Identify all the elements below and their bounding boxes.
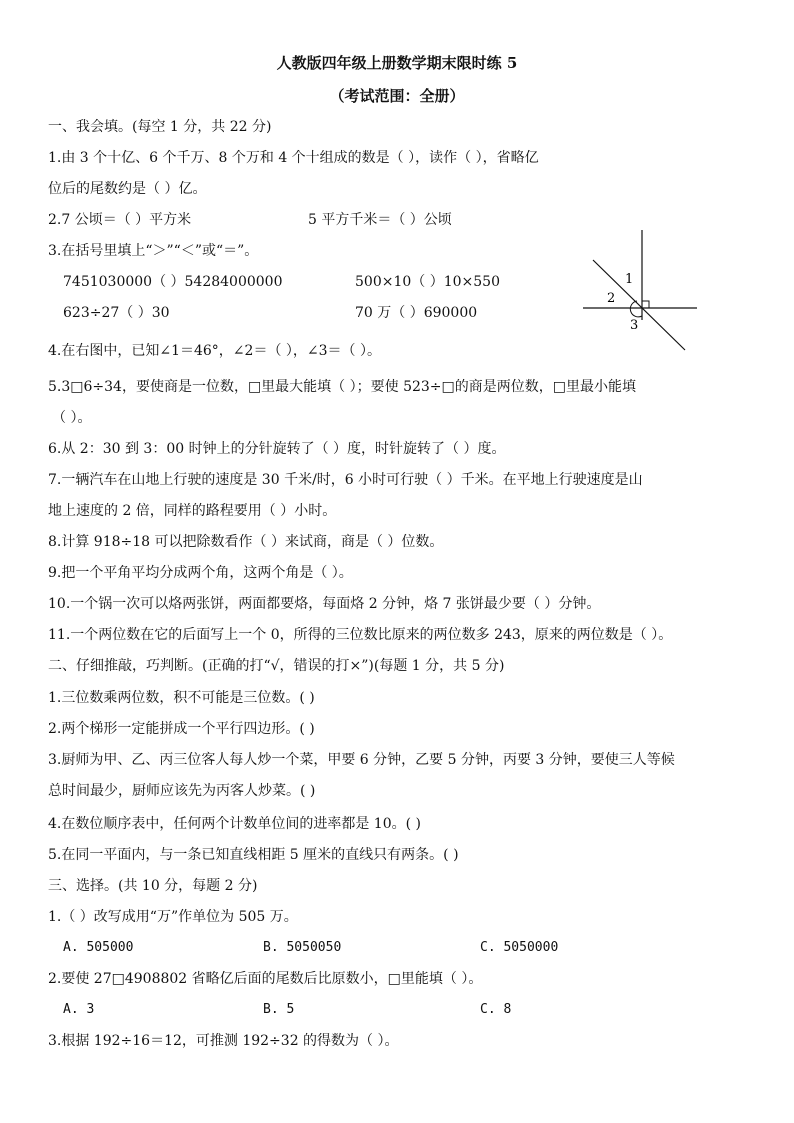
question-3-2: 2.要使 27□4908802 省略亿后面的尾数后比原数小，□里能填（ ）。 bbox=[48, 971, 483, 987]
question-1-7-line2: 地上速度的 2 倍，同样的路程要用（ ）小时。 bbox=[48, 503, 337, 519]
question-1-11: 11.一个两位数在它的后面写上一个 0，所得的三位数比原来的两位数多 243，原来的两位数是（ ）。 bbox=[48, 627, 673, 643]
question-1-2b: 5 平方千米＝（ ）公顷 bbox=[308, 212, 452, 228]
question-2-5: 5.在同一平面内，与一条已知直线相距 5 厘米的直线只有两条。( ) bbox=[48, 847, 459, 863]
angle-figure bbox=[575, 225, 705, 355]
right-angle-mark bbox=[642, 301, 649, 308]
question-2-4: 4.在数位顺序表中，任何两个计数单位间的进率都是 10。( ) bbox=[48, 816, 421, 832]
angle-label-3: 3 bbox=[630, 318, 639, 333]
question-1-8: 8.计算 918÷18 可以把除数看作（ ）来试商，商是（ ）位数。 bbox=[48, 534, 444, 550]
question-1-3-row2a: 623÷27（ ）30 bbox=[63, 305, 170, 321]
exam-subtitle: （考试范围：全册） bbox=[329, 87, 465, 105]
angle-label-1: 1 bbox=[625, 272, 634, 287]
question-2-1: 1.三位数乘两位数，积不可能是三位数。( ) bbox=[48, 690, 315, 706]
question-1-1-line1: 1.由 3 个十亿、6 个千万、8 个万和 4 个十组成的数是（ ），读作（ ），省略亿 bbox=[48, 150, 539, 166]
angle-label-2: 2 bbox=[607, 291, 616, 306]
option-3-1-c[interactable]: C. 5050000 bbox=[480, 940, 559, 955]
option-3-1-a[interactable]: A. 505000 bbox=[63, 940, 134, 955]
question-1-6: 6.从 2：30 到 3：00 时钟上的分针旋转了（ ）度，时针旋转了（ ）度。 bbox=[48, 441, 506, 457]
section2-heading: 二、仔细推敲，巧判断。(正确的打“√，错误的打×”)(每题 1 分，共 5 分) bbox=[48, 658, 505, 674]
question-1-3-row2b: 70 万（ ）690000 bbox=[355, 305, 478, 321]
option-3-1-b[interactable]: B. 5050050 bbox=[263, 940, 342, 955]
question-3-3: 3.根据 192÷16＝12，可推测 192÷32 的得数为（ ）。 bbox=[48, 1033, 399, 1049]
option-3-2-c[interactable]: C. 8 bbox=[480, 1002, 512, 1017]
question-2-3-line2: 总时间最少，厨师应该先为丙客人炒菜。( ) bbox=[48, 783, 316, 799]
question-1-3: 3.在括号里填上“＞”“＜”或“＝”。 bbox=[48, 243, 259, 259]
question-1-5-line1: 5.3□6÷34，要使商是一位数，□里最大能填（ ）；要使 523÷□的商是两位数，□里最小能填 bbox=[48, 379, 636, 395]
section3-heading: 三、选择。(共 10 分，每题 2 分) bbox=[48, 878, 258, 894]
section1-heading: 一、我会填。(每空 1 分，共 22 分) bbox=[48, 119, 272, 135]
question-1-9: 9.把一个平角平均分成两个角，这两个角是（ ）。 bbox=[48, 565, 353, 581]
question-1-10: 10.一个锅一次可以烙两张饼，两面都要烙，每面烙 2 分钟，烙 7 张饼最少要（ ）分钟。 bbox=[48, 596, 601, 612]
exam-title: 人教版四年级上册数学期末限时练 5 bbox=[276, 54, 518, 72]
question-1-1-line2: 位后的尾数约是（ ）亿。 bbox=[48, 181, 207, 197]
question-2-3-line1: 3.厨师为甲、乙、丙三位客人每人炒一个菜，甲要 6 分钟，乙要 5 分钟，丙要 3 分钟，要使三人等候 bbox=[48, 752, 675, 768]
question-1-7-line1: 7.一辆汽车在山地上行驶的速度是 30 千米/时，6 小时可行驶（ ）千米。在平地上行驶速度是山 bbox=[48, 472, 643, 488]
question-1-3-row1a: 7451030000（ ）54284000000 bbox=[63, 274, 283, 290]
angle-arc bbox=[630, 301, 642, 317]
question-2-2: 2.两个梯形一定能拼成一个平行四边形。( ) bbox=[48, 721, 315, 737]
question-1-3-row1b: 500×10（ ）10×550 bbox=[355, 274, 500, 290]
option-3-2-a[interactable]: A. 3 bbox=[63, 1002, 95, 1017]
question-3-1: 1.（ ）改写成用“万”作单位为 505 万。 bbox=[48, 909, 298, 925]
option-3-2-b[interactable]: B. 5 bbox=[263, 1002, 295, 1017]
question-1-4: 4.在右图中，已知∠1＝46°，∠2＝（ ），∠3＝（ ）。 bbox=[48, 343, 381, 359]
question-1-5-line2: （ ）。 bbox=[52, 410, 92, 426]
question-1-2a: 2.7 公顷＝（ ）平方米 bbox=[48, 212, 192, 228]
